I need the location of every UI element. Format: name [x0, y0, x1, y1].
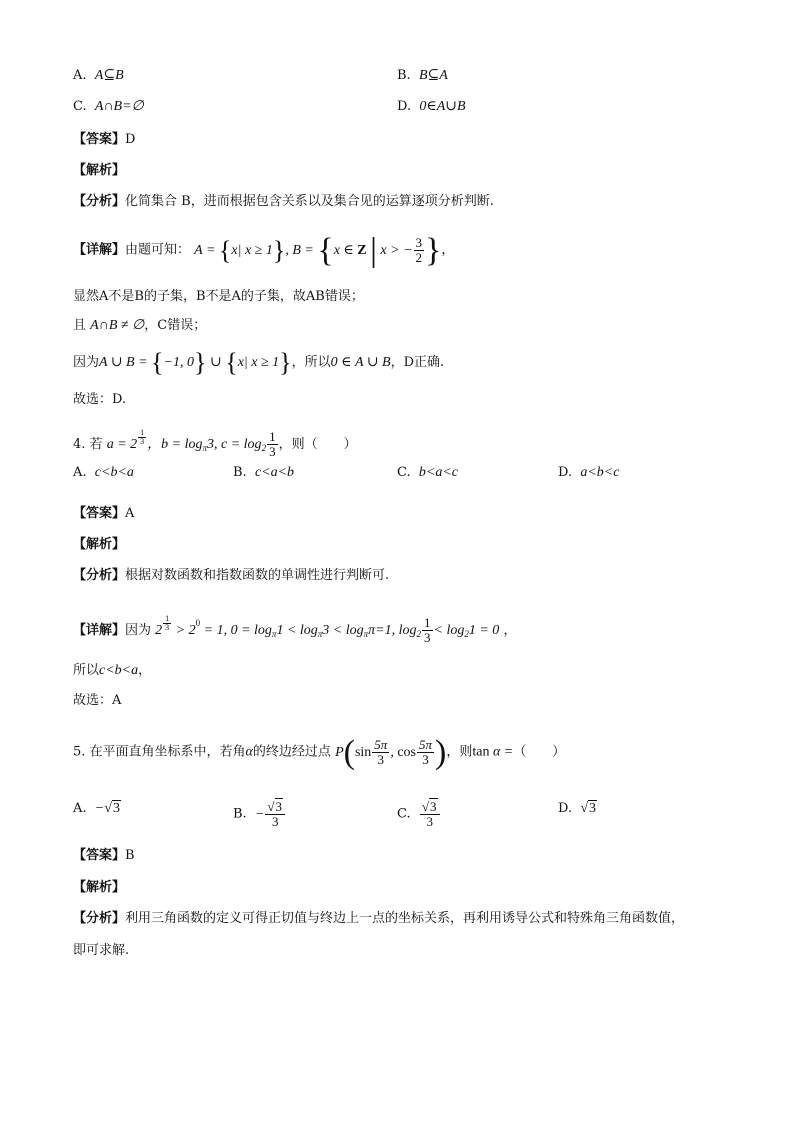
q3-answer: 【答案】D [73, 132, 136, 147]
q4-analysis-heading: 【解析】 [73, 537, 126, 552]
q3-option-c: C. A∩B=∅ [73, 99, 144, 114]
q4-xiangjie: 【详解】因为 2 $^{\frac{1}{3}}$ > $2^0 = 1$, $0 = \log_\pi 1 < \log_\pi 3 < \log_\pi\pi=1$, $\log_2$ $\frac{1}{3}$ < $\log_21 = 0$ ， [73, 614, 517, 646]
q4-option-b: B. c<a<b [233, 465, 295, 480]
q3-line3: 因为A ∪ B = {−1, 0} ∪ {x| x ≥ 1}，所以0 ∈ A ∪ B，D正确. [73, 348, 445, 377]
q4-conclusion: 所以c<b<a， [73, 663, 152, 678]
q4-option-d: D. a<b<c [558, 465, 620, 480]
q5-stem: 5. 在平面直角坐标系中，若角α的终边经过点 P(sin $\frac{5\pi}{3}$ , cos $\frac{5\pi}{3}$ )，则tan α =（ ） [73, 733, 566, 771]
q5-answer: 【答案】B [73, 848, 135, 863]
q4-answer: 【答案】A [73, 506, 135, 521]
q5-analysis-heading: 【解析】 [73, 880, 126, 895]
q3-line1: 显然A不是B的子集，B不是A的子集，故AB错误； [73, 289, 364, 304]
q5-fenxi: 【分析】利用三角函数的定义可得正切值与终边上一点的坐标关系，再利用诱导公式和特殊角三角函数值， [73, 911, 685, 926]
q3-choose: 故选：D. [73, 392, 127, 407]
q5-option-d: D. √3 [558, 801, 597, 816]
q4-option-a: A. c<b<a [73, 465, 134, 480]
q4-stem: 4. 若 a = 2 $^{\frac{1}{3}}$ ，$b = \log_\pi 3$, $c = \log_2$ $\frac{1}{3}$ ，则（ ） [73, 428, 357, 460]
q5-fenxi-cont: 即可求解. [73, 943, 130, 958]
q4-choose: 故选：A [73, 693, 122, 708]
q3-line2: 且 A∩B ≠ ∅，C错误； [73, 318, 207, 333]
q5-option-a: A. −√3 [73, 801, 120, 816]
q3-fenxi: 【分析】化简集合 B，进而根据包含关系以及集合见的运算逐项分析判断. [73, 194, 494, 209]
q4-option-c: C. b<a<c [397, 465, 458, 480]
q3-xiangjie: 【详解】由题可知： A = {x| x ≥ 1}, B = {x ∈ Z | x > − $\frac{3}{2}$ }， [73, 231, 455, 269]
q5-option-c: C. $\frac{√3}{3}$ [397, 800, 441, 829]
q4-fenxi: 【分析】根据对数函数和指数函数的单调性进行判断可. [73, 568, 390, 583]
q5-option-b: B. − $\frac{√3}{3}$ [233, 800, 286, 829]
q3-option-a: A. A⊆B [73, 68, 124, 83]
q3-option-b: B. B⊆A [397, 68, 448, 83]
q3-analysis-heading: 【解析】 [73, 163, 126, 178]
q3-option-d: D. 0∈A∪B [397, 99, 466, 114]
